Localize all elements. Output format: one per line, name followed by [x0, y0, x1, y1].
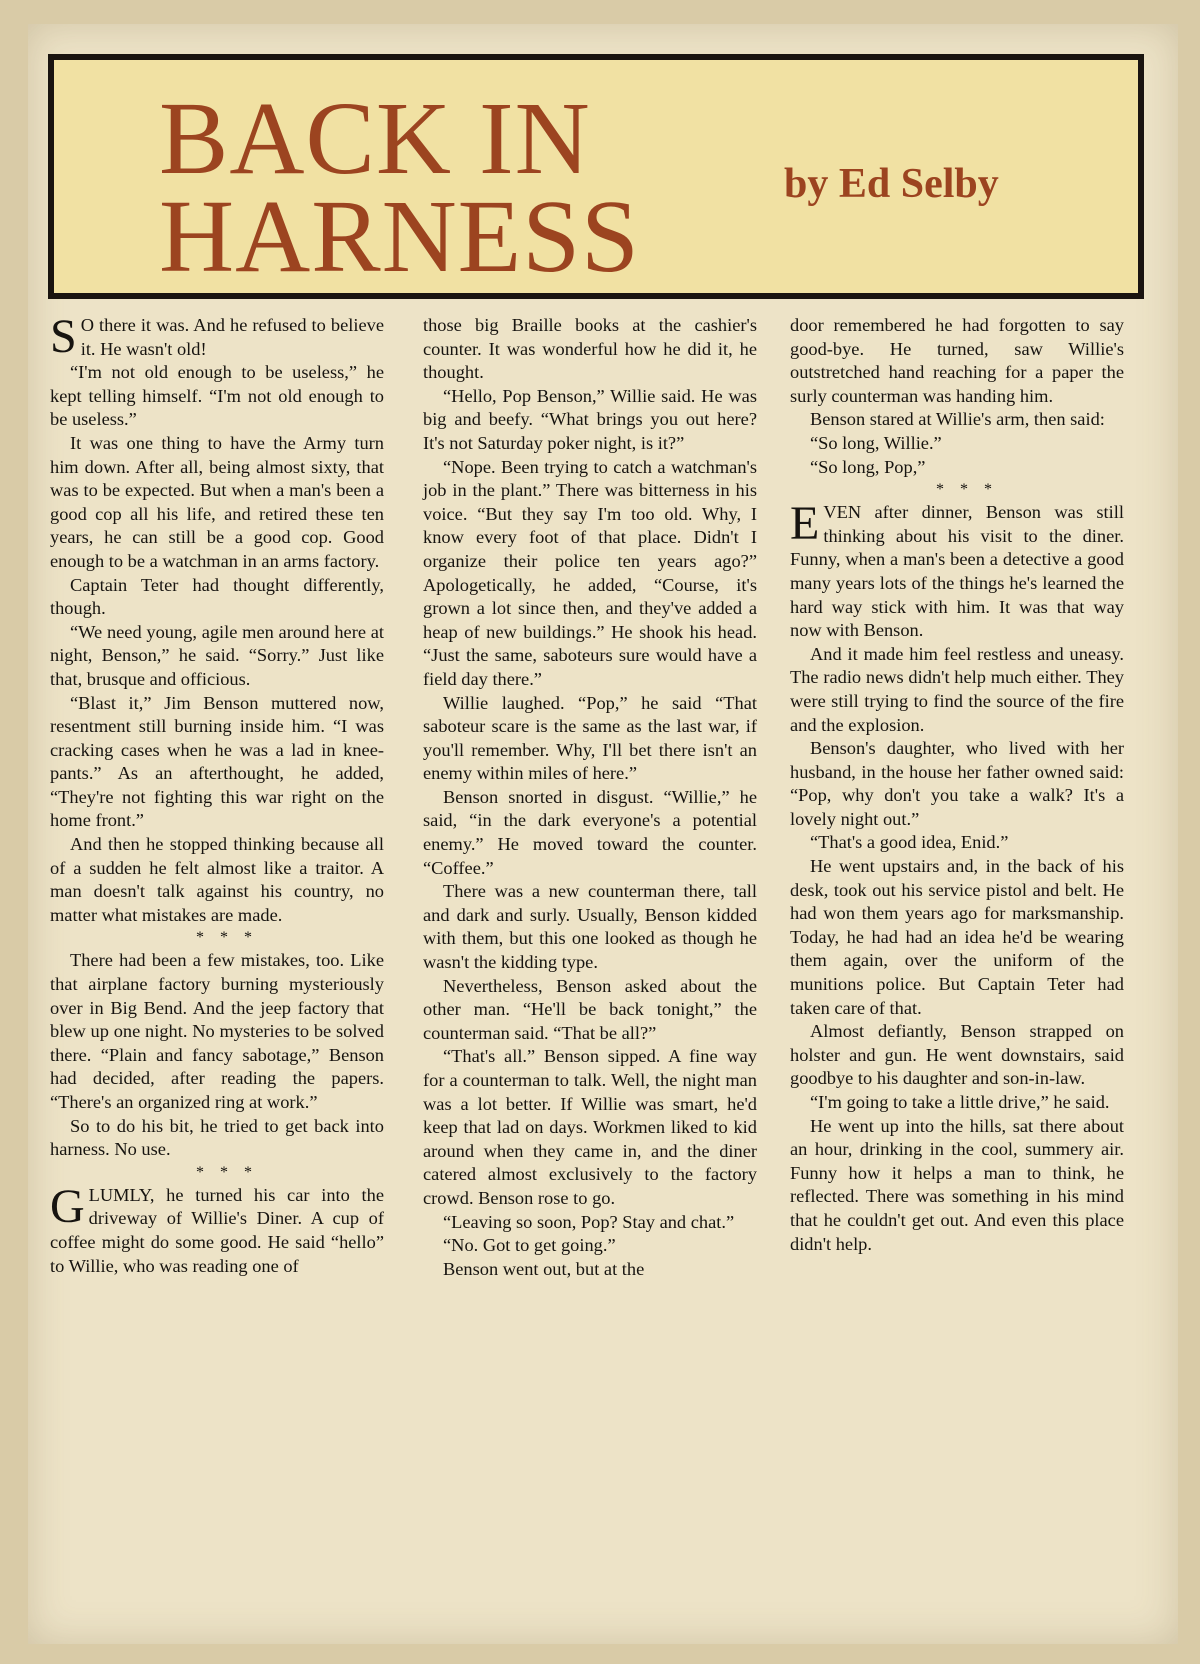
story-paragraph	[50, 310, 384, 363]
story-paragraph	[50, 949, 384, 1114]
story-paragraph	[50, 1179, 384, 1278]
paragraph-text: Benson stared at Willie's arm, then said:	[810, 409, 1105, 430]
paragraph-text: “I'm not old enough to be useless,” he kept telling himself. “I'm not old enough to be useless.”	[50, 362, 384, 430]
story-paragraph	[790, 643, 1124, 737]
title-box	[48, 54, 1144, 299]
paragraph-text: Benson snorted in disgust. “Willie,” he said, “in the dark everyone's a potential enemy.” He moved toward the counter. “Coffee.”	[423, 786, 757, 878]
paragraph-text: Nevertheless, Benson asked about the other man. “He'll be back tonight,” the counterman said. “That be all?”	[423, 975, 757, 1043]
paragraph-text: “I'm going to take a little drive,” he said.	[810, 1092, 1110, 1112]
section-break: * * *	[936, 481, 998, 499]
story-paragraph	[790, 855, 1124, 1020]
paragraph-text: “That's all.” Benson sipped. A fine way for a counterman to talk. Well, the night man was a lot better. If Willie was smart, he'd keep that lad on days. Workmen liked to kid around when they came in, and the diner catered almost exclusively to the factory crowd. Benson rose to go.	[423, 1046, 757, 1208]
paragraph-text: There was a new counterman there, tall and dark and surly. Usually, Benson kidded with them, but this one looked as though he wasn't the kidding type.	[423, 881, 757, 973]
story-paragraph	[790, 831, 1124, 855]
story-paragraph	[790, 1091, 1124, 1115]
paragraph-text: “No. Got to get going.”	[443, 1235, 616, 1256]
story-paragraph	[50, 692, 384, 834]
paragraph-text: “Nope. Been trying to catch a watchman's job in the plant.” There was bitterness in his voice. “But they say I'm too old. Why, I know every foot of that place. Didn't I organize their police ten years ago?” Apologetically, he added, “Course, it's grown a lot since then, and they've added a heap of new buildings.” He shook his head. “Just the same, saboteurs sure would have a field day there.”	[423, 456, 757, 689]
story-paragraph	[423, 975, 757, 1046]
story-paragraph	[50, 361, 384, 432]
story-paragraph	[423, 1234, 757, 1258]
title-line-2: HARNESS	[159, 179, 640, 294]
paragraph-text: Captain Teter had thought differently, though.	[50, 574, 384, 619]
story-paragraph	[790, 1115, 1124, 1257]
column-3	[790, 314, 1124, 1256]
section-break: * * *	[196, 1163, 258, 1181]
story-paragraph	[790, 314, 1124, 408]
story-paragraph	[790, 497, 1124, 643]
paragraph-text: LUMLY, he turned his car into the driveway of Willie's Diner. A cup of coffee might do some good. He said “hello” to Willie, who was reading one of	[50, 1184, 384, 1276]
paragraph-text: “Blast it,” Jim Benson muttered now, resentment still burning inside him. “I was cracking cases when he was a lad in knee-pants.” As an afterthought, he added, “They're not fighting this war right on the home front.”	[50, 692, 384, 831]
story-paragraph	[790, 408, 1124, 432]
drop-cap: E	[790, 497, 820, 551]
paragraph-text: Willie laughed. “Pop,” he said “That saboteur scare is the same as the last war, if you'll remember. Why, I'll bet there isn't an enemy within miles of here.”	[423, 692, 757, 784]
paragraph-text: “Leaving so soon, Pop? Stay and chat.”	[443, 1211, 735, 1232]
paragraph-text: “That's a good idea, Enid.”	[810, 832, 1009, 853]
story-paragraph	[50, 574, 384, 621]
story-paragraph	[423, 786, 757, 880]
story-paragraph	[423, 456, 757, 692]
paragraph-text: Benson went out, but at the	[443, 1258, 645, 1279]
story-paragraph	[790, 456, 1124, 480]
story-paragraph	[423, 1045, 757, 1210]
story-paragraph	[423, 1258, 757, 1282]
story-paragraph	[790, 1020, 1124, 1091]
story-paragraph	[423, 314, 757, 385]
paragraph-text: Almost defiantly, Benson strapped on holster and gun. He went downstairs, said goodbye to his daughter and son-in-law.	[790, 1021, 1124, 1089]
drop-cap: S	[50, 310, 77, 363]
byline: by Ed Selby	[784, 161, 999, 207]
story-paragraph	[50, 833, 384, 927]
story-paragraph	[50, 621, 384, 692]
paragraph-text: He went up into the hills, sat there about an hour, drinking in the cool, summery air. Funny how it helps a man to think, he reflected. There was something in his mind that he couldn't get out. And even this place didn't help.	[790, 1115, 1124, 1254]
story-paragraph	[423, 692, 757, 786]
paragraph-text: “So long, Pop,”	[810, 456, 926, 477]
paragraph-text: O there it was. And he refused to believe it. He wasn't old!	[80, 315, 384, 359]
paragraph-text: those big Braille books at the cashier's counter. It was wonderful how he did it, he thought.	[423, 315, 757, 383]
column-2	[423, 314, 757, 1281]
paragraph-text: VEN after dinner, Benson was still thinking about his visit to the diner. Funny, when a man's been a detective a good many years lots of the things he's learned the hard way stick with him. It was that way now with Benson.	[790, 502, 1124, 641]
column-1	[50, 310, 384, 1278]
magazine-page	[28, 24, 1178, 1644]
paragraph-text: He went upstairs and, in the back of his desk, took out his service pistol and belt. He had won them years ago for marksmanship. Today, he had had an idea he'd be wearing them again, over the uniform of the munitions police. But Captain Teter had taken care of that.	[790, 856, 1124, 1018]
paragraph-text: “We need young, agile men around here at night, Benson,” he said. “Sorry.” Just like that, brusque and officious.	[50, 621, 384, 689]
title-line-1: BACK IN	[159, 81, 591, 196]
section-break: * * *	[196, 929, 258, 947]
story-paragraph	[790, 432, 1124, 456]
paragraph-text: It was one thing to have the Army turn him down. After all, being almost sixty, that was to be expected. But when a man's been a good cop all his life, and retired these ten years, he can still be a good cop. Good enough to be a watchman in an arms factory.	[50, 432, 384, 571]
story-paragraph	[423, 385, 757, 456]
paragraph-text: And then he stopped thinking because all of a sudden he felt almost like a traitor. A man doesn't talk against his country, no matter what mistakes are made.	[50, 834, 384, 925]
paragraph-text: “Hello, Pop Benson,” Willie said. He was big and beefy. “What brings you out here? It's not Saturday poker night, is it?”	[423, 385, 757, 453]
paragraph-text: So to do his bit, he tried to get back into harness. No use.	[50, 1115, 384, 1160]
story-paragraph	[790, 737, 1124, 831]
drop-cap: G	[50, 1179, 85, 1233]
story-paragraph	[423, 1211, 757, 1235]
story-columns	[50, 310, 1150, 1634]
story-paragraph	[50, 432, 384, 574]
paragraph-text: “So long, Willie.”	[810, 432, 942, 453]
paragraph-text: There had been a few mistakes, too. Like that airplane factory burning mysteriously over in Big Bend. And the jeep factory that blew up one night. No mysteries to be solved there. “Plain and fancy sabotage,” Benson had decided, after reading the papers. “There's an organized ring at work.”	[50, 950, 384, 1112]
story-paragraph	[50, 1115, 384, 1162]
paragraph-text: door remembered he had forgotten to say good-bye. He turned, saw Willie's outstretched hand reaching for a paper the surly counterman was handing him.	[790, 315, 1124, 406]
story-title	[159, 81, 640, 294]
paragraph-text: Benson's daughter, who lived with her husband, in the house her father owned said: “Pop, why don't you take a walk? It's a lovely night out.”	[790, 738, 1124, 829]
paragraph-text: And it made him feel restless and uneasy. The radio news didn't help much either. They were still trying to find the source of the fire and the explosion.	[790, 643, 1124, 735]
story-paragraph	[423, 880, 757, 974]
